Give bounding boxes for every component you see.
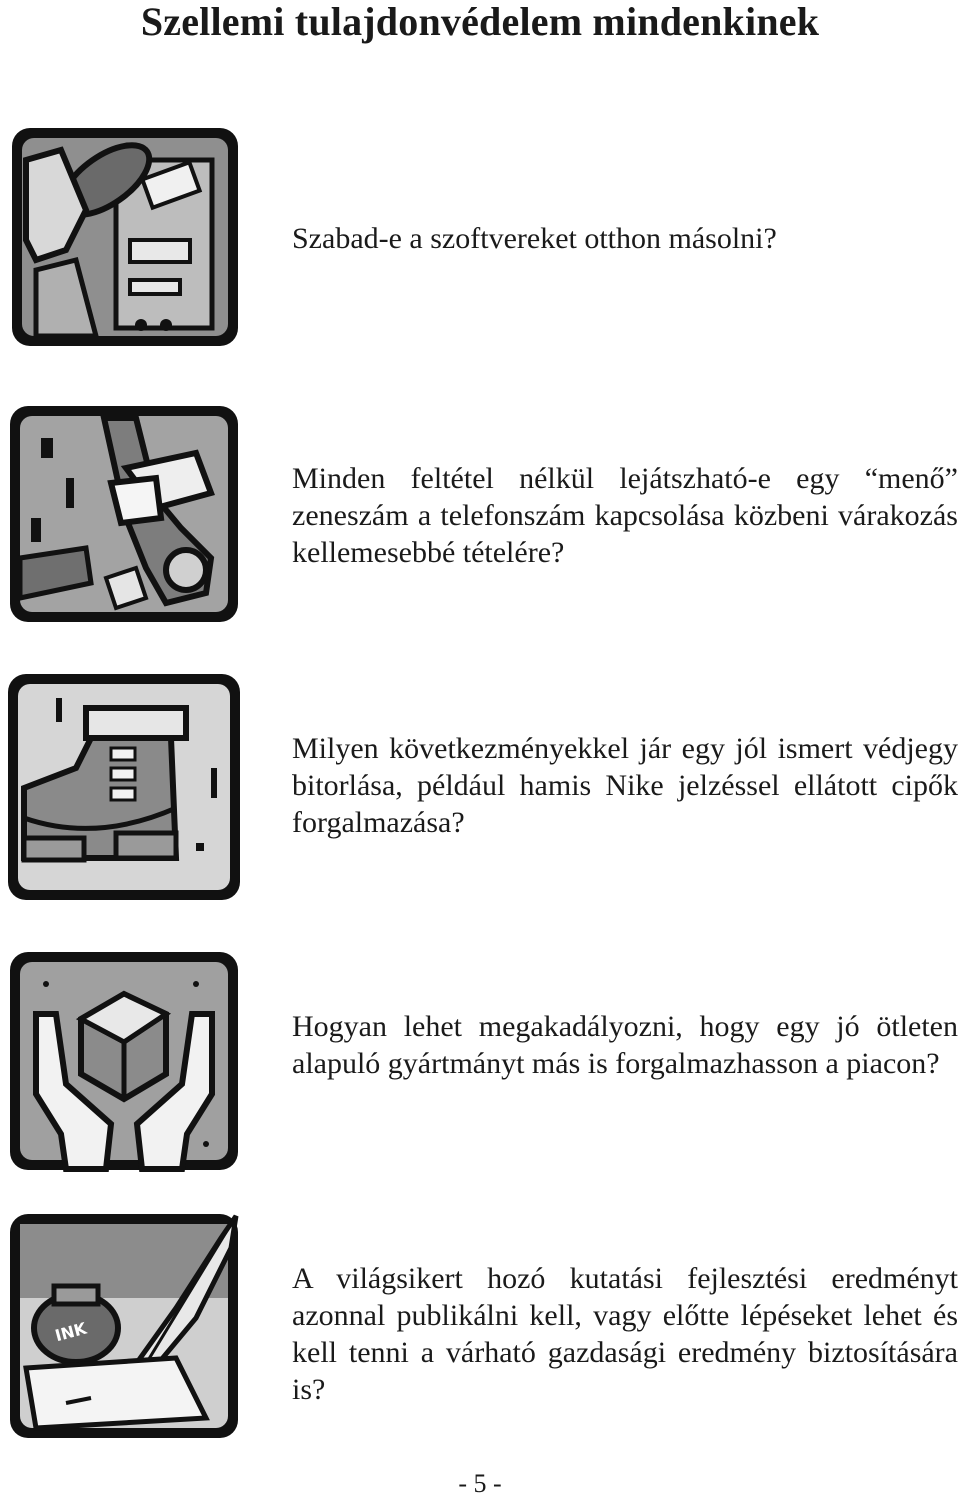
software-copy-icon: [6, 120, 242, 352]
ink-quill-icon: [6, 1208, 242, 1444]
svg-text:INK: INK: [52, 1318, 89, 1346]
question-text-5: A világsikert hozó kutatási fejlesztési eredményt azonnal publikálni kell, vagy előtte lépéseket lehet és kell tenni a várható gazdasági eredmény biztosítására is?: [292, 1262, 958, 1406]
page-title: Szellemi tulajdonvédelem mindenkinek: [140, 0, 820, 44]
tools-icon: [6, 398, 242, 628]
page-number: - 5 -: [458, 1469, 502, 1498]
question-text-3: Milyen következményekkel jár egy jól ismert védjegy bitorlása, például hamis Nike jelzéssel ellátott cipők forgalmazása?: [292, 732, 958, 839]
question-text-2: Minden feltétel nélkül lejátszható-e egy “menő” zeneszám a telefonszám kapcsolása közbeni várakozás kellemesebbé tételére?: [292, 462, 958, 569]
question-text-1: Szabad-e a szoftvereket otthon másolni?: [292, 222, 777, 255]
hands-box-icon: [6, 944, 242, 1176]
question-text-4: Hogyan lehet megakadályozni, hogy egy jó ötleten alapuló gyártmányt más is forgalmazhasson a piacon?: [292, 1010, 958, 1080]
boot-icon: [6, 668, 242, 906]
